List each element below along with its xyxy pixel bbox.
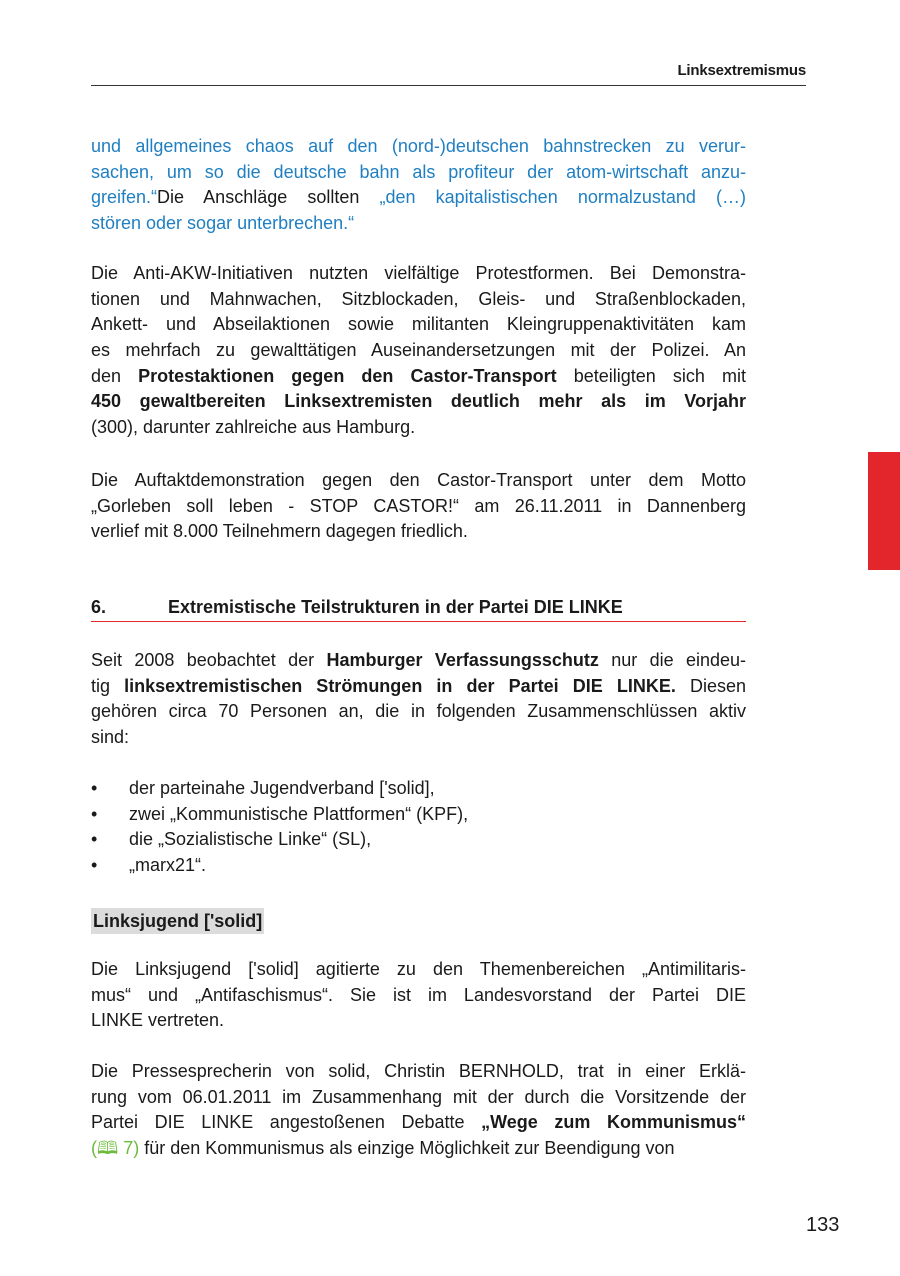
text-line — [91, 1085, 746, 1111]
text-segment: Hamburger Verfassungsschutz — [326, 650, 599, 670]
section-heading — [91, 597, 746, 622]
text-segment: Diesen — [675, 675, 747, 696]
list-item-text: zwei „Kommunistische Plattformen“ (KPF), — [129, 803, 469, 824]
text-segment: Die Pressesprecherin von solid, Christin BERNHOLD, trat in einer Erklä- — [91, 1061, 746, 1081]
list-item — [91, 827, 468, 853]
text-line — [91, 211, 746, 237]
paragraph-press-spokesperson — [91, 1059, 746, 1162]
text-line — [91, 957, 746, 983]
bullet-icon: • — [91, 803, 98, 824]
text-segment: den — [91, 365, 139, 386]
text-segment: LINKE vertreten. — [91, 1010, 225, 1031]
text-segment: und allgemeines chaos auf den (nord-)deutschen bahnstrecken zu verur- — [91, 136, 746, 156]
list-item — [91, 853, 468, 879]
text-line — [91, 494, 746, 520]
text-segment: verlief mit 8.000 Teilnehmern dagegen friedlich. — [91, 521, 468, 542]
text-segment: „den kapitalistischen normalzustand (…) — [379, 187, 746, 208]
text-line — [91, 468, 746, 494]
subheading: Linksjugend ['solid] — [91, 908, 264, 934]
paragraph-quote — [91, 134, 746, 237]
paragraph-demonstration — [91, 468, 746, 545]
text-line — [91, 1059, 746, 1085]
bullet-list — [91, 776, 468, 879]
text-segment: sind: — [91, 727, 130, 748]
text-segment: Ankett- und Abseilaktionen sowie militanten Kleingruppenaktivitäten kam — [91, 314, 746, 335]
text-line — [91, 389, 746, 415]
text-segment: Die Linksjugend ['solid] agitierte zu den Themenbereichen „Antimilitaris- — [91, 959, 746, 979]
text-line — [91, 725, 746, 751]
bullet-icon: • — [91, 778, 98, 798]
text-line — [91, 160, 746, 186]
header-rule — [91, 85, 806, 86]
text-segment: beteiligten sich mit — [556, 365, 746, 386]
cross-reference-link[interactable]: (🕮 7) — [91, 1138, 140, 1159]
text-segment: gehören circa 70 Personen an, die in folgenden Zusammenschlüssen aktiv — [91, 701, 746, 722]
text-line — [91, 699, 746, 725]
chapter-tab-marker — [868, 452, 900, 570]
section-title: Extremistische Teilstrukturen in der Partei DIE LINKE — [168, 597, 623, 617]
text-segment: Seit 2008 beobachtet der — [91, 650, 327, 670]
text-segment: Partei DIE LINKE angestoßenen Debatte — [91, 1112, 482, 1133]
text-segment: „Wege zum Kommunismus“ — [481, 1112, 746, 1133]
text-line — [91, 287, 746, 313]
text-segment: rung vom 06.01.2011 im Zusammenhang mit der durch die Vorsitzende der — [91, 1086, 746, 1107]
text-line — [91, 983, 746, 1009]
text-segment: „Gorleben soll leben - STOP CASTOR!“ am 26.11.2011 in Dannenberg — [91, 495, 746, 516]
text-line — [91, 1136, 746, 1162]
text-segment: tig — [91, 675, 125, 696]
text-line — [91, 185, 746, 211]
text-line — [91, 1110, 746, 1136]
paragraph-observation — [91, 648, 746, 751]
list-item — [91, 776, 468, 802]
text-line — [91, 312, 746, 338]
running-header: Linksextremismus — [677, 62, 806, 79]
text-segment: tionen und Mahnwachen, Sitzblockaden, Gleis- und Straßenblockaden, — [91, 288, 746, 309]
text-segment: linksextremistischen Strömungen in der Partei DIE LINKE. — [124, 675, 676, 696]
list-item-text: „marx21“. — [129, 855, 207, 876]
section-number: 6. — [91, 597, 107, 617]
list-item-text: der parteinahe Jugendverband ['solid], — [129, 778, 435, 798]
paragraph-linksjugend — [91, 957, 746, 1034]
list-item — [91, 802, 468, 828]
text-segment: mus“ und „Antifaschismus“. Sie ist im Landesvorstand der Partei DIE — [91, 984, 746, 1005]
text-segment: stören oder sogar unterbrechen.“ — [91, 213, 355, 234]
page-number: 133 — [806, 1214, 840, 1236]
text-line — [91, 415, 746, 441]
text-segment: 450 gewaltbereiten Linksextremisten deutlich mehr als im Vorjahr — [91, 391, 746, 412]
text-segment: sachen, um so die deutsche bahn als profiteur der atom-wirtschaft anzu- — [91, 161, 746, 182]
text-segment: es mehrfach zu gewalttätigen Auseinandersetzungen mit der Polizei. An — [91, 340, 746, 361]
paragraph-protest-forms — [91, 261, 746, 441]
text-segment: Die Anschläge sollten — [157, 187, 380, 208]
text-segment: nur die eindeu- — [598, 650, 747, 670]
text-line — [91, 338, 746, 364]
text-line — [91, 1008, 746, 1034]
text-segment: greifen.“ — [91, 187, 158, 208]
text-line — [91, 134, 746, 160]
text-segment: für den Kommunismus als einzige Möglichkeit zur Beendigung von — [139, 1138, 675, 1159]
text-line — [91, 364, 746, 390]
text-line — [91, 519, 746, 545]
text-segment: Die Anti-AKW-Initiativen nutzten vielfältige Protestformen. Bei Demonstra- — [91, 263, 746, 283]
text-line — [91, 648, 746, 674]
text-segment: Die Auftaktdemonstration gegen den Castor-Transport unter dem Motto — [91, 470, 746, 490]
text-line — [91, 674, 746, 700]
text-line — [91, 261, 746, 287]
text-segment: Protestaktionen gegen den Castor-Transport — [138, 365, 557, 386]
bullet-icon: • — [91, 829, 98, 850]
text-segment: (300), darunter zahlreiche aus Hamburg. — [91, 417, 416, 438]
bullet-icon: • — [91, 855, 98, 876]
list-item-text: die „Sozialistische Linke“ (SL), — [129, 829, 372, 850]
